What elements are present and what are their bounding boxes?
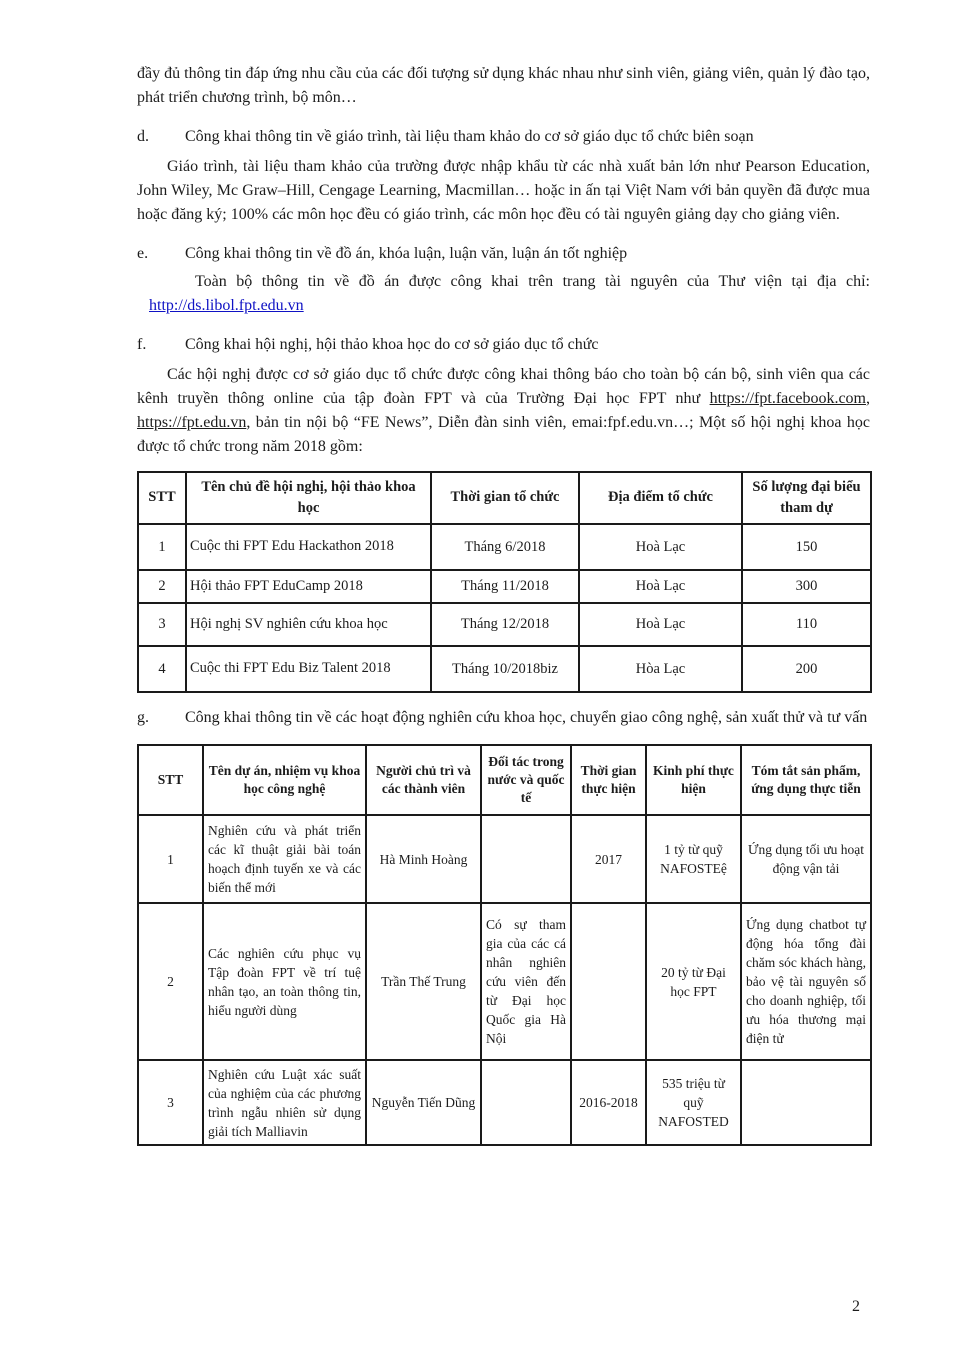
- header-partner: Đối tác trong nước và quốc tế: [481, 745, 571, 815]
- cell-time: Tháng 10/2018biz: [431, 646, 579, 692]
- cell-lead: Trần Thế Trung: [366, 903, 481, 1060]
- cell-topic: Cuộc thi FPT Edu Hackathon 2018: [186, 524, 431, 570]
- header-budget: Kinh phí thực hiện: [646, 745, 741, 815]
- cell-attendees: 110: [742, 603, 871, 646]
- header-time: Thời gian tổ chức: [431, 472, 579, 524]
- cell-stt: 1: [138, 815, 203, 903]
- fpt-edu-link[interactable]: https://fpt.edu.vn: [137, 414, 247, 431]
- cell-lead: Nguyễn Tiến Dũng: [366, 1060, 481, 1145]
- cell-stt: 1: [138, 524, 186, 570]
- cell-lead: Hà Minh Hoàng: [366, 815, 481, 903]
- paragraph-f-text-2: , bản tin nội bộ “FE News”, Diễn đàn sinh viên, emai:fpf.edu.vn…; Một số hội nghị khoa học được tổ chức trong năm 2018 gồm:: [137, 414, 870, 455]
- cell-project: Các nghiên cứu phục vụ Tập đoàn FPT về trí tuệ nhân tạo, an toàn thông tin, hiểu người dùng: [203, 903, 366, 1060]
- cell-time: Tháng 6/2018: [431, 524, 579, 570]
- cell-place: Hoà Lạc: [579, 570, 742, 603]
- header-stt: STT: [138, 745, 203, 815]
- header-duration: Thời gian thực hiện: [571, 745, 646, 815]
- list-title-g: Công khai thông tin về các hoạt động nghiên cứu khoa học, chuyển giao công nghệ, sản xuất thử và tư vấn: [185, 709, 868, 726]
- header-attendees: Số lượng đại biểu tham dự: [742, 472, 871, 524]
- table-row: [138, 570, 871, 603]
- list-label-e: e.: [137, 245, 149, 262]
- cell-place: Hòa Lạc: [579, 646, 742, 692]
- list-title-d: Công khai thông tin về giáo trình, tài liệu tham khảo do cơ sở giáo dục tổ chức biên soạn: [185, 128, 754, 145]
- list-item-d: [137, 125, 870, 149]
- list-title-f: Công khai hội nghị, hội thảo khoa học do cơ sở giáo dục tổ chức: [185, 336, 599, 353]
- list-item-e: [137, 242, 870, 266]
- intro-paragraph: đầy đủ thông tin đáp ứng nhu cầu của các đối tượng sử dụng khác nhau như sinh viên, giảng viên, quản lý đào tạo, phát triển chương trình, bộ môn…: [137, 65, 870, 106]
- table-row: [138, 646, 871, 692]
- cell-stt: 4: [138, 646, 186, 692]
- research-table: [137, 744, 872, 1146]
- cell-stt: 3: [138, 1060, 203, 1145]
- cell-topic: Hội thảo FPT EduCamp 2018: [186, 570, 431, 603]
- table-row: [138, 1060, 871, 1145]
- paragraph-e-body: [149, 270, 870, 318]
- cell-budget: 20 tỷ từ Đại học FPT: [646, 903, 741, 1060]
- header-project: Tên dự án, nhiệm vụ khoa học công nghệ: [203, 745, 366, 815]
- cell-topic: Hội nghị SV nghiên cứu khoa học: [186, 603, 431, 646]
- cell-summary: Ứng dụng tối ưu hoạt động vận tải: [741, 815, 871, 903]
- cell-summary: Ứng dụng chatbot tự động hóa tổng đài chăm sóc khách hàng, bảo vệ tài nguyên số cho doanh nghiệp, tối ưu hóa thương mại điện tử: [741, 903, 871, 1060]
- cell-place: Hoà Lạc: [579, 524, 742, 570]
- header-summary: Tóm tắt sản phẩm, ứng dụng thực tiễn: [741, 745, 871, 815]
- paragraph-e-text: Toàn bộ thông tin về đồ án được công khai trên trang tài nguyên của Thư viện tại địa chỉ:: [195, 273, 870, 290]
- paragraph-f-body: [137, 363, 870, 459]
- list-label-d: d.: [137, 128, 149, 145]
- list-label-f: f.: [137, 336, 147, 353]
- cell-partner: [481, 1060, 571, 1145]
- conference-table: [137, 471, 872, 693]
- header-stt: STT: [138, 472, 186, 524]
- paragraph-d-body: Giáo trình, tài liệu tham khảo của trường được nhập khẩu từ các nhà xuất bản lớn như Pearson Education, John Wiley, Mc Graw–Hill, Cengage Learning, Macmillan… hoặc in ấn tại Việt Nam với bản quyền đã được mua hoặc đăng ký; 100% các môn học đều có giáo trình, các môn học đều có tài nguyên giảng dạy cho giảng viên.: [137, 158, 870, 223]
- cell-summary: [741, 1060, 871, 1145]
- cell-partner: Có sự tham gia của các cá nhân nghiên cứu viên đến từ Đại học Quốc gia Hà Nội: [481, 903, 571, 1060]
- table-row: [138, 903, 871, 1060]
- cell-stt: 2: [138, 570, 186, 603]
- cell-duration: 2016-2018: [571, 1060, 646, 1145]
- list-label-g: g.: [137, 709, 149, 726]
- paragraph-f-separator: ,: [866, 390, 870, 407]
- cell-attendees: 300: [742, 570, 871, 603]
- facebook-link[interactable]: https://fpt.facebook.com: [709, 390, 866, 407]
- cell-budget: 535 triệu từ quỹ NAFOSTED: [646, 1060, 741, 1145]
- table-row: [138, 524, 871, 570]
- header-lead: Người chủ trì và các thành viên: [366, 745, 481, 815]
- cell-time: Tháng 11/2018: [431, 570, 579, 603]
- paragraph-f-text-1: Các hội nghị được cơ sở giáo dục tổ chức được công khai thông báo cho toàn bộ cán bộ, sinh viên qua các kênh truyền thông online của tập đoàn FPT và của Trường Đại học FPT như: [137, 366, 870, 407]
- library-resource-link[interactable]: http://ds.libol.fpt.edu.vn: [149, 297, 304, 314]
- cell-project: Nghiên cứu và phát triển các kĩ thuật giải bài toán hoạch định tuyến xe và các biến thể mới: [203, 815, 366, 903]
- cell-stt: 3: [138, 603, 186, 646]
- cell-partner: [481, 815, 571, 903]
- table-row: [138, 815, 871, 903]
- cell-budget: 1 tỷ từ quỹ NAFOSTEệ: [646, 815, 741, 903]
- header-topic: Tên chủ đề hội nghị, hội thảo khoa học: [186, 472, 431, 524]
- cell-attendees: 150: [742, 524, 871, 570]
- cell-duration: 2017: [571, 815, 646, 903]
- page-number: 2: [852, 1298, 860, 1315]
- research-table-header-row: [138, 745, 871, 815]
- cell-attendees: 200: [742, 646, 871, 692]
- table-row: [138, 603, 871, 646]
- header-place: Địa điểm tổ chức: [579, 472, 742, 524]
- list-title-e: Công khai thông tin về đồ án, khóa luận, luận văn, luận án tốt nghiệp: [185, 245, 628, 262]
- list-item-g: [137, 706, 870, 730]
- cell-place: Hoà Lạc: [579, 603, 742, 646]
- list-item-f: [137, 333, 870, 357]
- cell-topic: Cuộc thi FPT Edu Biz Talent 2018: [186, 646, 431, 692]
- conference-table-header-row: [138, 472, 871, 524]
- cell-stt: 2: [138, 903, 203, 1060]
- cell-time: Tháng 12/2018: [431, 603, 579, 646]
- cell-project: Nghiên cứu Luật xác suất của nghiệm của các phương trình ngẫu nhiên sử dụng giải tích Malliavin: [203, 1060, 366, 1145]
- cell-duration: [571, 903, 646, 1060]
